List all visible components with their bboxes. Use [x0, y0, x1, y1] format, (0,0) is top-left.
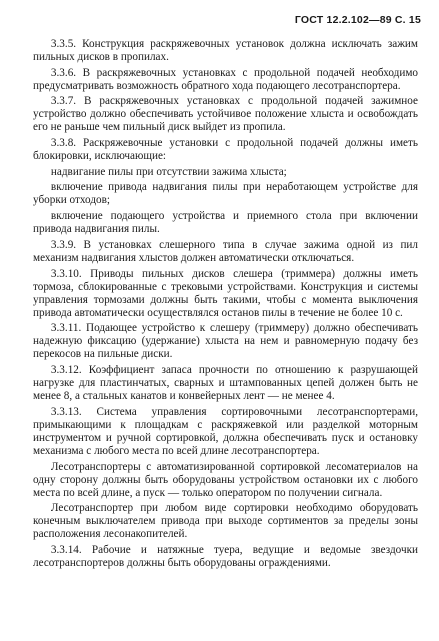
paragraph-3-3-5: 3.3.5. Конструкция раскряжевочных установок должна исключать зажим пильных дисков в пропилах. [33, 38, 418, 64]
list-item-feed-device: включение подающего устройства и приемного стола при включении привода надвигания пилы. [33, 210, 418, 236]
paragraph-3-3-14: 3.3.14. Рабочие и натяжные туера, ведущие и ведомые звездочки лесотранспортеров должны быть оборудованы ограждениями. [33, 544, 418, 570]
paragraph-3-3-13: 3.3.13. Система управления сортировочными лесотранспортерами, примыкающими к площадкам с раскряжевкой или разделкой моторным инструментом и ручной сортировкой, должна обеспечивать пуск и остановку механизма с любого места по всей длине лесотранспортера. [33, 405, 418, 457]
paragraph-3-3-8: 3.3.8. Раскряжевочные установки с продольной подачей должны иметь блокировки, исключающие: [33, 137, 418, 163]
list-item-saw-advance: надвигание пилы при отсутствии зажима хлыста; [50, 165, 287, 178]
paragraph-3-3-7: 3.3.7. В раскряжевочных установках с продольной подачей зажимное устройство должно обеспечивать устойчивое положение хлыста и освобождать его не раньше чем пильный диск выйдет из пропила. [33, 95, 418, 134]
paragraph-3-3-11: 3.3.11. Подающее устройство к слешеру (триммеру) должно обеспечивать надежную фиксацию (удержание) хлыста на нем и равномерную подачу без перекосов на пильные диски. [33, 322, 418, 361]
paragraph-3-3-6: 3.3.6. В раскряжевочных установках с продольной подачей необходимо предусматривать возможность обратного хода подающего лесотранспортера. [33, 66, 418, 92]
list-item-waste-removal: включение привода надвигания пилы при неработающем устройстве для уборки отходов; [33, 181, 418, 207]
paragraph-limit-switch: Лесотранспортер при любом виде сортировки необходимо оборудовать конечным выключателем привода при выходе сортиментов за пределы зоны расположения лесонакопителей. [33, 502, 418, 541]
body-text [33, 38, 418, 573]
paragraph-3-3-9: 3.3.9. В установках слешерного типа в случае зажима одной из пил механизм надвигания хлыстов должен автоматически отключаться. [33, 238, 418, 264]
paragraph-3-3-12: 3.3.12. Коэффициент запаса прочности по отношению к разрушающей нагрузке для пластинчатых, сварных и штампованных цепей должен быть не менее 8, а стальных канатов и конвейерных лент — не менее 4. [33, 364, 418, 403]
paragraph-3-3-10: 3.3.10. Приводы пильных дисков слешера (триммера) должны иметь тормоза, сблокированные с трековыми устройствами. Конструкция и системы управления тормозами должны быть такими, чтобы с момента выключения привода автоматически осуществлялся останов пилы в течение не более 10 с. [33, 267, 418, 319]
paragraph-sorting-one-side: Лесотранспортеры с автоматизированной сортировкой лесоматериалов на одну сторону должны быть оборудованы устройством остановки их с любого места по всей длине, а пуск — только оператором по получении сигнала. [33, 460, 418, 499]
page-header: ГОСТ 12.2.102—89 С. 15 [294, 14, 421, 26]
